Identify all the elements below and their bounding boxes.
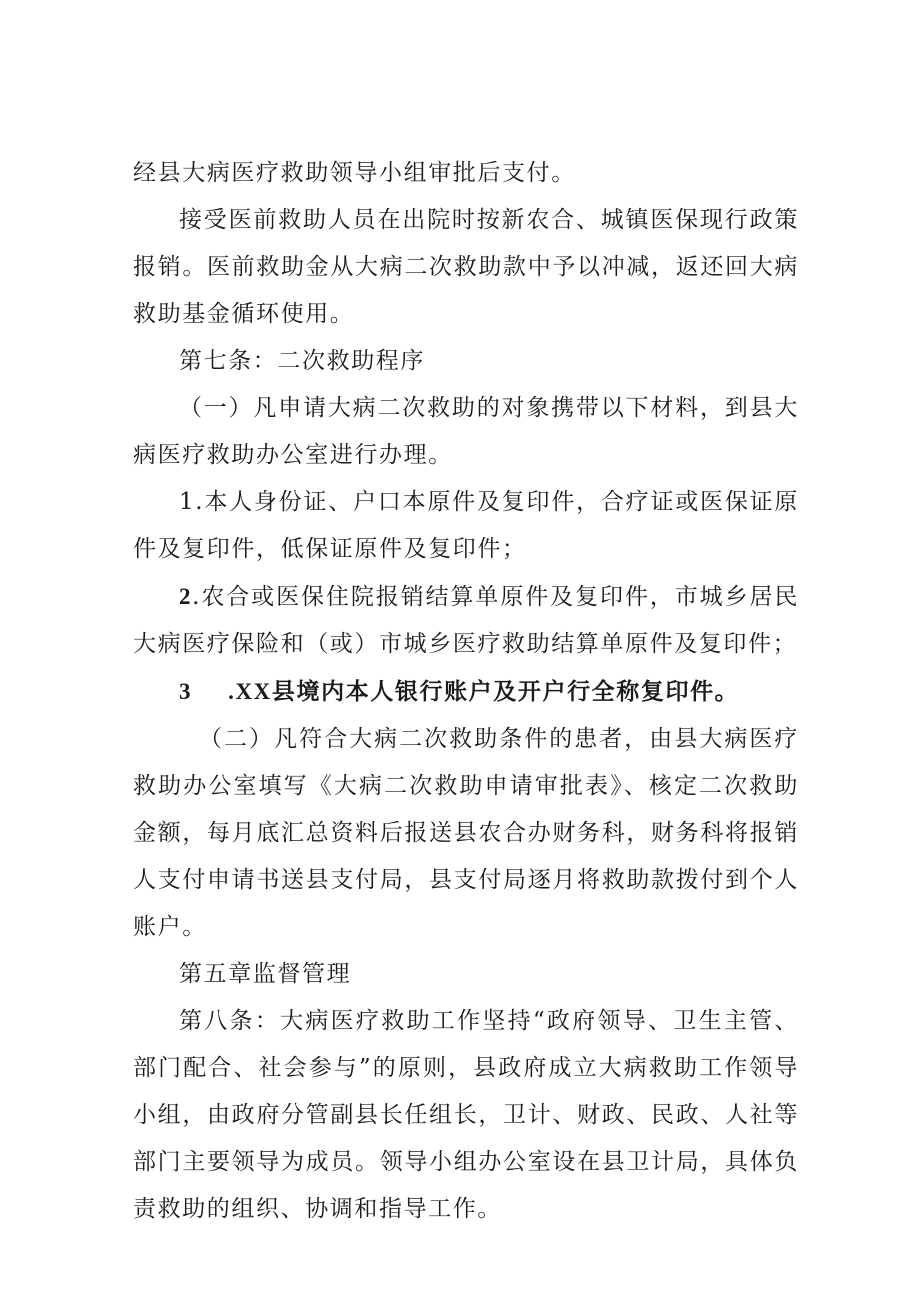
- paragraph-eligible-patients: （二）凡符合大病二次救助条件的患者，由县大病医疗救助办公室填写《大病二次救助申请审批表》、核定二次救助金额，每月底汇总资料后报送县农合办财务科，财务科将报销人支付申请书送县支付局，县支付局逐月将救助款拨付到个人账户。: [133, 726, 799, 940]
- paragraph-application-materials: （一）凡申请大病二次救助的对象携带以下材料，到县大病医疗救助办公室进行办理。: [133, 395, 799, 468]
- paragraph-pre-aid-reimbursement: 接受医前救助人员在出院时按新农合、城镇医保现行政策报销。医前救助金从大病二次救助款中予以冲减，返还回大病救助基金循环使用。: [133, 207, 799, 327]
- chapter-5-heading: 第五章监督管理: [179, 961, 352, 987]
- article-7-heading: 第七条：二次救助程序: [179, 348, 425, 374]
- paragraph-payment-approval: 经县大病医疗救助领导小组审批后支付。: [133, 160, 576, 186]
- document-body: [133, 150, 799, 1233]
- list-item-2-text: .农合或医保住院报销结算单原件及复印件，市城乡居民大病医疗保险和（或）市城乡医疗救助结算单原件及复印件；: [133, 584, 799, 657]
- list-item-3-text: .XX县境内本人银行账户及开户行全称复印件。: [228, 679, 740, 704]
- list-item-1: 1.本人身份证、户口本原件及复印件，合疗证或医保证原件及复印件，低保证原件及复印件；: [133, 489, 799, 562]
- list-item-3: [133, 668, 799, 716]
- list-item-3-number: 3: [179, 679, 193, 704]
- list-item-2: [133, 573, 799, 668]
- list-item-2-number: 2: [179, 584, 193, 609]
- article-8-paragraph: 第八条：大病医疗救助工作坚持“政府领导、卫生主管、部门配合、社会参与”的原则，县政府成立大病救助工作领导小组，由政府分管副县长任组长，卫计、财政、民政、人社等部门主要领导为成员。领导小组办公室设在县卫计局，具体负责救助的组织、协调和指导工作。: [133, 1008, 799, 1222]
